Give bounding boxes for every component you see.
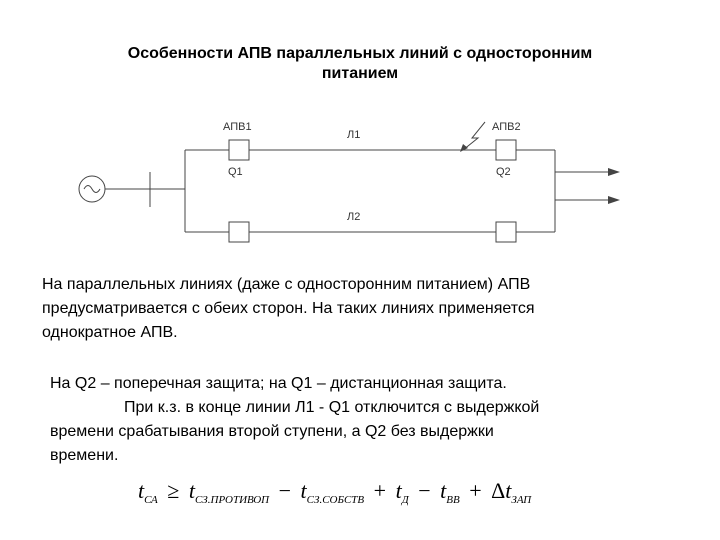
- paragraph-1-line-1: На параллельных линиях (даже с односторонним питанием) АПВ: [42, 276, 531, 293]
- formula-sub-vv: ВВ: [446, 494, 460, 506]
- formula-plus-1: +: [373, 478, 387, 503]
- formula-plus-2: +: [469, 478, 482, 503]
- formula-sub-zap: ЗАП: [511, 494, 532, 506]
- formula-sub-protivop: СЗ.ПРОТИВОП: [194, 494, 270, 506]
- breaker-q2: [496, 140, 516, 160]
- label-q2: Q2: [496, 166, 511, 178]
- breaker-l2-right: [496, 222, 516, 242]
- formula-sub-sobstv: СЗ.СОБСТВ: [306, 494, 365, 506]
- formula-t-ca: t: [138, 478, 145, 503]
- arrow-head-1: [608, 168, 620, 176]
- formula-minus: −: [278, 478, 292, 503]
- title-line-2: питанием: [321, 65, 399, 82]
- formula-geq: ≥: [167, 478, 180, 503]
- arrow-head-2: [608, 196, 620, 204]
- formula-delta: Δ: [491, 478, 506, 503]
- paragraph-2: [50, 372, 700, 468]
- label-l1: Л1: [347, 129, 361, 141]
- title-line-1: Особенности АПВ параллельных линий с односторонним: [127, 45, 593, 62]
- label-apv1: АПВ1: [223, 121, 252, 133]
- breaker-l2-left: [229, 222, 249, 242]
- fault-arrow-head: [460, 144, 468, 152]
- breaker-q1: [229, 140, 249, 160]
- paragraph-2-line-3: времени срабатывания второй ступени, а Q2 без выдержки: [50, 423, 494, 440]
- formula-t-sobstv: t: [300, 478, 307, 503]
- label-l2: Л2: [347, 211, 361, 223]
- formula-t-d: t: [395, 478, 402, 503]
- formula-sub-d: Д: [401, 494, 409, 506]
- paragraph-1-line-3: однократное АПВ.: [42, 324, 178, 341]
- formula: [138, 478, 531, 510]
- formula-t-zap: t: [505, 478, 512, 503]
- paragraph-2-line-2: При к.з. в конце линии Л1 - Q1 отключится с выдержкой: [124, 399, 540, 416]
- fault-lightning-icon: [463, 122, 485, 150]
- label-apv2: АПВ2: [492, 121, 521, 133]
- formula-minus-2: −: [418, 478, 431, 503]
- generator-sine: [84, 186, 100, 193]
- paragraph-1: [42, 273, 692, 345]
- formula-t-protivop: t: [188, 478, 195, 503]
- paragraph-2-line-1: На Q2 – поперечная защита; на Q1 – дистанционная защита.: [50, 375, 507, 392]
- formula-t-vv: t: [440, 478, 447, 503]
- label-q1: Q1: [228, 166, 243, 178]
- formula-sub-ca: СА: [144, 494, 158, 506]
- paragraph-1-line-2: предусматривается с обеих сторон. На таких линиях применяется: [42, 300, 535, 317]
- paragraph-2-line-4: времени.: [50, 447, 119, 464]
